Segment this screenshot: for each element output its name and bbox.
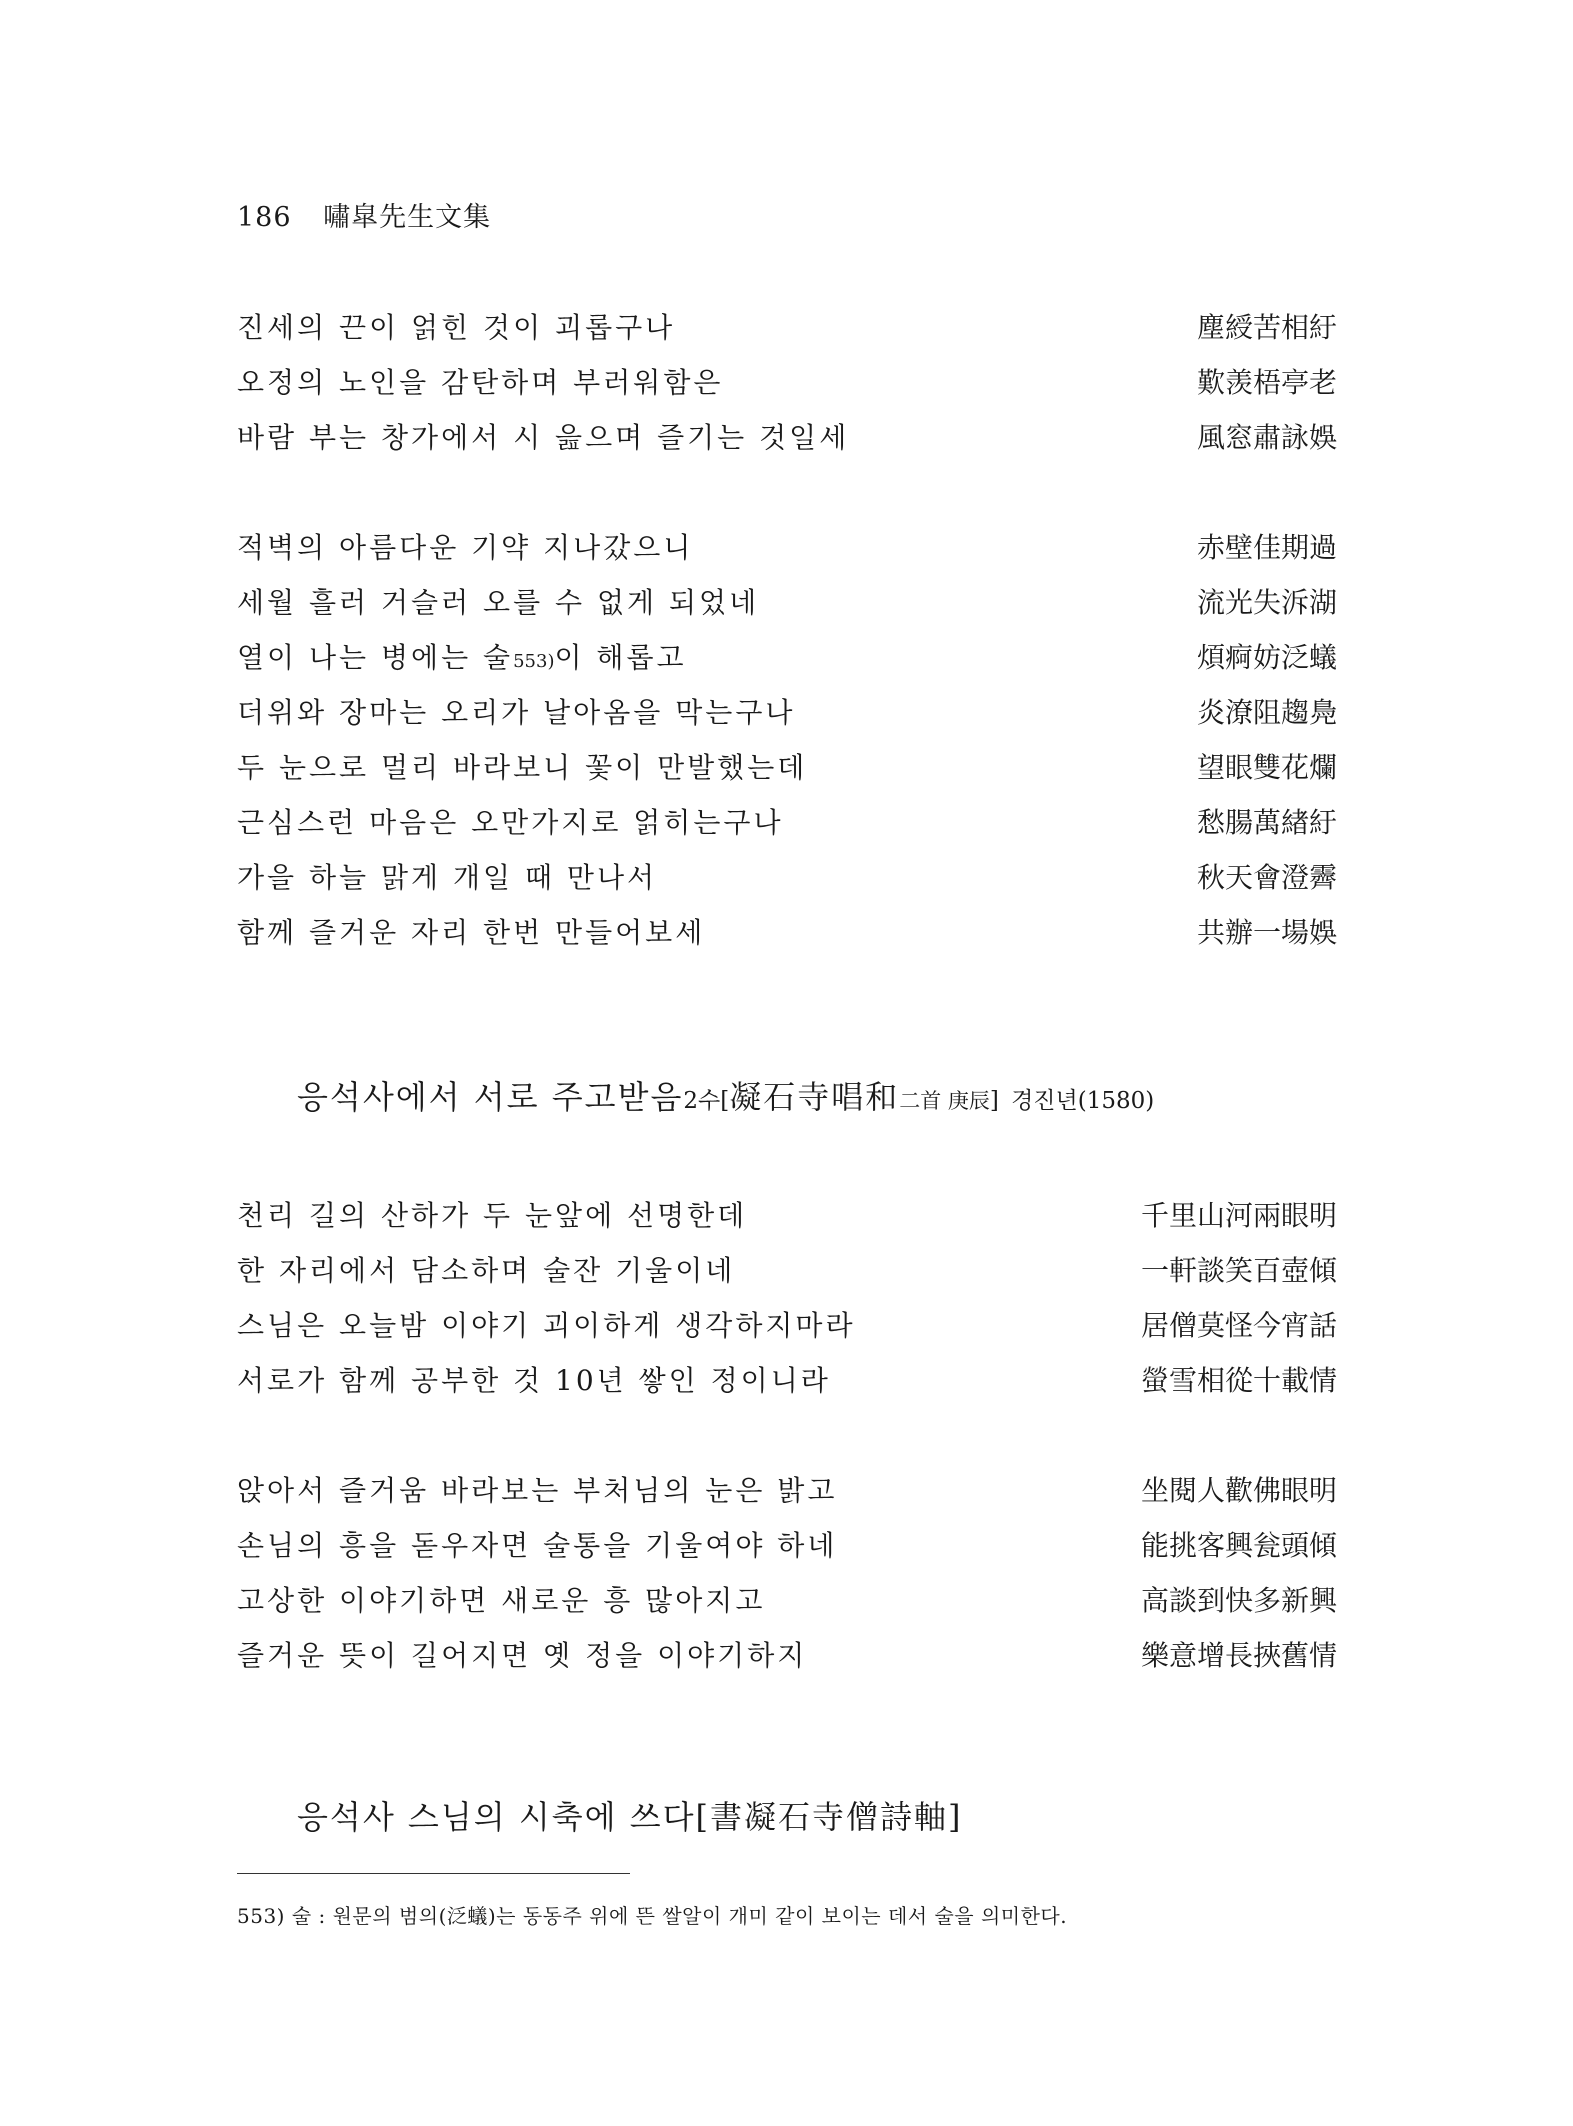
hanja-original: 赤壁佳期過 xyxy=(1196,531,1337,564)
hanja-original: 螢雪相從十載情 xyxy=(1140,1364,1337,1397)
poem-line xyxy=(237,410,1337,465)
hanja-original: 炎潦阻趨鳧 xyxy=(1196,696,1337,729)
hanja-original: 坐閱人歡佛眼明 xyxy=(1140,1474,1337,1507)
korean-translation xyxy=(237,1353,831,1408)
korean-translation xyxy=(237,1298,856,1353)
hanja-original: 流光失泝湖 xyxy=(1196,586,1337,619)
book-title: 嘯皐先生文集 xyxy=(323,202,492,233)
korean-text: 가을 하늘 맑게 개일 때 만나서 xyxy=(237,861,658,894)
hanja-original: 一軒談笑百壺傾 xyxy=(1140,1254,1337,1287)
korean-translation xyxy=(237,795,784,850)
title-note: 二首 庚辰 xyxy=(899,1089,990,1113)
poem-line xyxy=(237,1628,1337,1683)
korean-translation xyxy=(237,1573,765,1628)
poem-line xyxy=(237,795,1337,850)
footnote-553: 553) 술 : 원문의 범의(泛蟻)는 동동주 위에 뜬 쌀알이 개미 같이 보이는 데서 술을 의미한다. xyxy=(237,1904,1068,1928)
korean-text: 한 자리에서 담소하며 술잔 기울이네 xyxy=(237,1254,736,1287)
korean-text: 스님은 오늘밤 이야기 괴이하게 생각하지마라 xyxy=(237,1309,856,1342)
korean-translation xyxy=(237,1628,807,1683)
korean-text: 두 눈으로 멀리 바라보니 꽃이 만발했는데 xyxy=(237,751,808,784)
korean-translation xyxy=(237,575,759,630)
poem-stanza-2 xyxy=(237,520,1337,960)
page-number: 186 xyxy=(237,202,292,233)
korean-translation xyxy=(237,300,675,355)
korean-text: 앉아서 즐거움 바라보는 부처님의 눈은 밝고 xyxy=(237,1474,838,1507)
poem-line xyxy=(237,520,1337,575)
korean-translation xyxy=(237,905,705,960)
poem-line xyxy=(237,1518,1337,1573)
korean-translation xyxy=(237,740,807,795)
poem-line xyxy=(237,740,1337,795)
poem-line xyxy=(237,1188,1337,1243)
poem-stanza-4 xyxy=(237,1463,1337,1683)
korean-text: 오정의 노인을 감탄하며 부러워함은 xyxy=(237,366,724,399)
page-header xyxy=(237,195,491,234)
hanja-original: 煩痾妨泛蟻 xyxy=(1196,641,1337,674)
korean-text: 바람 부는 창가에서 시 읊으며 즐기는 것일세 xyxy=(237,421,850,454)
poem-line xyxy=(237,300,1337,355)
korean-text: 손님의 흥을 돋우자면 술통을 기울여야 하네 xyxy=(237,1529,838,1562)
korean-translation xyxy=(237,410,849,465)
korean-translation xyxy=(237,1188,747,1243)
poem-line xyxy=(237,1298,1337,1353)
korean-text: 즐거운 뜻이 길어지면 옛 정을 이야기하지 xyxy=(237,1639,808,1672)
korean-text-cont: 이 해롭고 xyxy=(554,641,687,674)
hanja-original: 風窓肅詠娛 xyxy=(1196,421,1337,454)
hanja-original: 樂意增長挾舊情 xyxy=(1140,1639,1337,1672)
poem-line xyxy=(237,1573,1337,1628)
hanja-original: 秋天會澄霽 xyxy=(1196,861,1337,894)
korean-translation xyxy=(237,1463,837,1518)
footnote-ref[interactable]: 553) xyxy=(513,651,555,672)
hanja-original: 愁腸萬緖紆 xyxy=(1196,806,1337,839)
hanja-original: 歎羡梧亭老 xyxy=(1196,366,1337,399)
korean-text: 근심스런 마음은 오만가지로 얽히는구나 xyxy=(237,806,784,839)
korean-translation xyxy=(237,1243,735,1298)
korean-text: 함께 즐거운 자리 한번 만들어보세 xyxy=(237,916,706,949)
poem-line xyxy=(237,905,1337,960)
poem-title-2: 응석사 스님의 시축에 쓰다[書凝石寺僧詩軸] xyxy=(297,1798,963,1836)
poem-title-1 xyxy=(297,1072,1154,1118)
poem-line xyxy=(237,1243,1337,1298)
korean-text: 열이 나는 병에는 술 xyxy=(237,641,514,674)
korean-text: 더위와 장마는 오리가 날아옴을 막는구나 xyxy=(237,696,796,729)
korean-text: 고상한 이야기하면 새로운 흥 많아지고 xyxy=(237,1584,766,1617)
poem-line xyxy=(237,355,1337,410)
hanja-original: 望眼雙花爛 xyxy=(1196,751,1337,784)
hanja-original: 千里山河兩眼明 xyxy=(1140,1199,1337,1232)
korean-text: 세월 흘러 거슬러 오를 수 없게 되었네 xyxy=(237,586,760,619)
title-count: 2수[ xyxy=(683,1088,730,1114)
korean-text: 적벽의 아름다운 기약 지나갔으니 xyxy=(237,531,694,564)
footnote-divider xyxy=(237,1873,630,1874)
poem-line xyxy=(237,850,1337,905)
hanja-original: 居僧莫怪今宵話 xyxy=(1140,1309,1337,1342)
korean-translation xyxy=(237,685,795,740)
korean-translation xyxy=(237,850,657,905)
title-korean: 응석사에서 서로 주고받음 xyxy=(297,1078,684,1116)
poem-line xyxy=(237,1353,1337,1408)
korean-translation xyxy=(237,630,687,689)
korean-translation xyxy=(237,1518,837,1573)
title-close: ] xyxy=(989,1088,999,1114)
korean-text: 서로가 함께 공부한 것 10년 쌓인 정이니라 xyxy=(237,1364,831,1397)
poem-line xyxy=(237,630,1337,685)
korean-text: 천리 길의 산하가 두 눈앞에 선명한데 xyxy=(237,1199,748,1232)
poem-line xyxy=(237,685,1337,740)
poem-line xyxy=(237,1463,1337,1518)
hanja-original: 能挑客興瓮頭傾 xyxy=(1140,1529,1337,1562)
korean-text: 진세의 끈이 얽힌 것이 괴롭구나 xyxy=(237,311,676,344)
hanja-original: 塵綬苦相紆 xyxy=(1196,311,1337,344)
korean-translation xyxy=(237,520,693,575)
poem-line xyxy=(237,575,1337,630)
title-hanja: 凝石寺唱和 xyxy=(729,1078,900,1116)
poem-stanza-3 xyxy=(237,1188,1337,1408)
korean-translation xyxy=(237,355,723,410)
hanja-original: 共辦一場娛 xyxy=(1196,916,1337,949)
hanja-original: 高談到快多新興 xyxy=(1140,1584,1337,1617)
poem-stanza-1 xyxy=(237,300,1337,465)
title-date: 경진년(1580) xyxy=(1011,1088,1155,1114)
